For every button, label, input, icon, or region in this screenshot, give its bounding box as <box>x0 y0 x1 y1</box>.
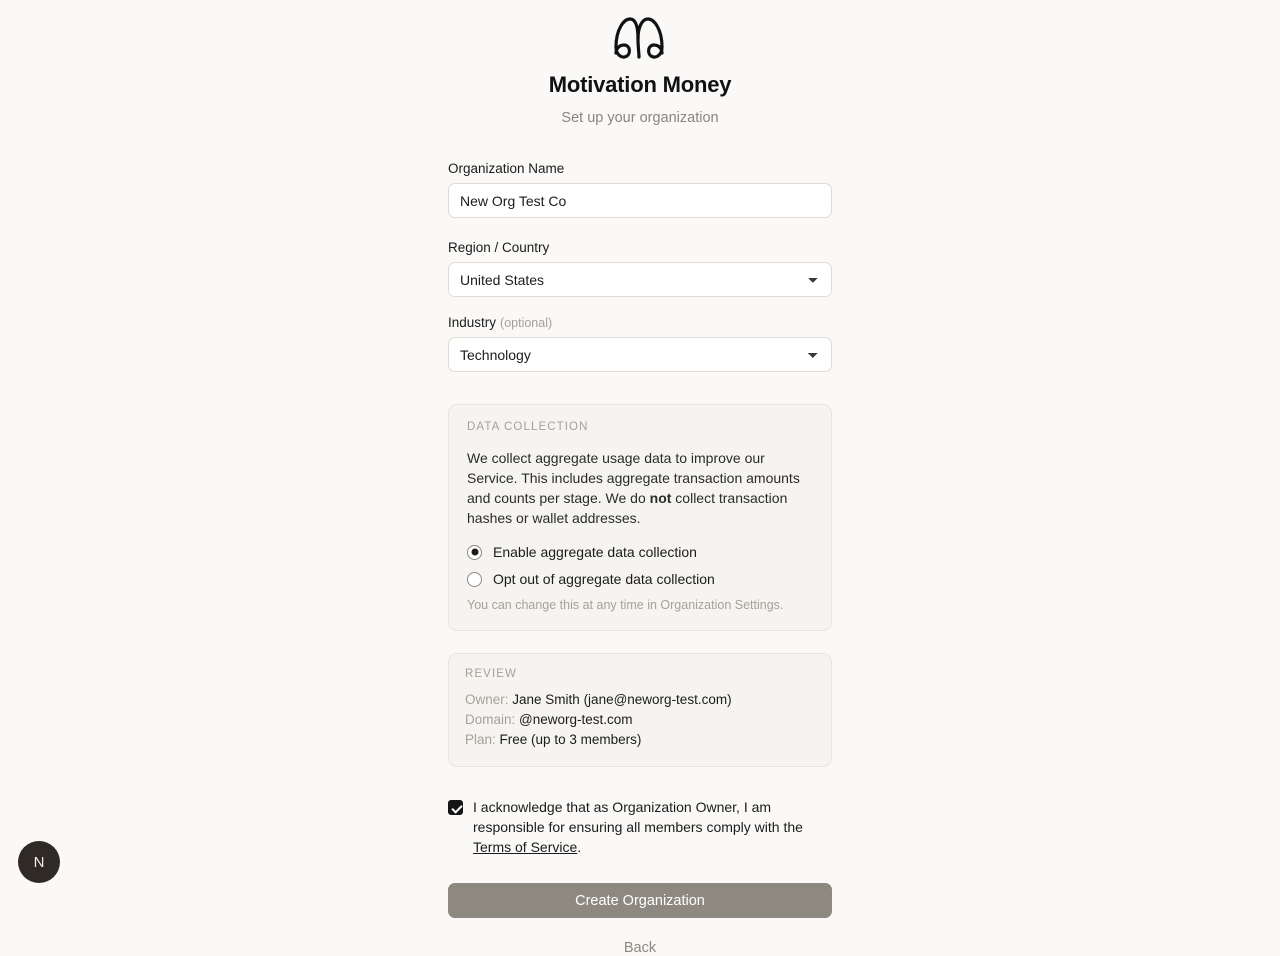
acknowledgement-checkbox[interactable] <box>448 800 463 815</box>
org-name-input[interactable] <box>448 183 832 218</box>
review-row <box>465 730 815 750</box>
org-name-label: Organization Name <box>448 161 565 176</box>
setup-form-container <box>448 0 832 956</box>
data-collection-panel <box>448 404 832 631</box>
page-title: Motivation Money <box>548 72 732 97</box>
review-row <box>465 710 815 730</box>
back-link[interactable]: Back <box>623 940 657 956</box>
data-collection-body-part2: collect transaction hashes or wallet addresses. <box>467 490 788 526</box>
radio-optout-icon[interactable] <box>467 572 482 587</box>
data-collection-body-emphasis: not <box>649 490 672 506</box>
industry-optional-tag: (optional) <box>500 316 553 330</box>
create-organization-button[interactable]: Create Organization <box>448 883 832 918</box>
data-collection-body <box>467 448 813 528</box>
radio-enable-label: Enable aggregate data collection <box>493 544 697 560</box>
page-subtitle: Set up your organization <box>561 110 719 126</box>
brand-logo <box>448 8 832 70</box>
radio-option-optout[interactable] <box>467 571 813 587</box>
review-row-key: Domain: <box>465 712 516 727</box>
review-title: REVIEW <box>465 668 517 680</box>
terms-of-service-link[interactable]: Terms of Service <box>473 839 578 855</box>
radio-option-enable[interactable] <box>467 544 813 560</box>
review-row-key: Plan: <box>465 732 496 747</box>
review-panel <box>448 653 832 767</box>
acknowledgement-text <box>473 797 823 857</box>
industry-select[interactable] <box>448 337 832 372</box>
review-row-key: Owner: <box>465 692 509 707</box>
region-label: Region / Country <box>448 240 550 255</box>
radio-enable-icon[interactable] <box>467 545 482 560</box>
avatar[interactable] <box>18 841 60 883</box>
acknowledgement-text-after: . <box>577 839 582 855</box>
data-collection-title: DATA COLLECTION <box>467 421 589 433</box>
acknowledgement-row[interactable] <box>448 797 832 857</box>
review-row <box>465 690 815 710</box>
data-collection-note: You can change this at any time in Organization Settings. <box>467 598 784 612</box>
review-row-value: Free (up to 3 members) <box>499 732 642 747</box>
industry-label-text: Industry <box>448 315 497 330</box>
review-row-value: @neworg-test.com <box>519 712 633 727</box>
radio-optout-label: Opt out of aggregate data collection <box>493 571 715 587</box>
acknowledgement-text-before: I acknowledge that as Organization Owner, I am responsible for ensuring all members comply with the <box>473 799 803 835</box>
motivation-money-logo-icon <box>604 11 676 67</box>
data-collection-body-part1: We collect aggregate usage data to improve our Service. This includes aggregate transaction amounts and counts per stage. We do <box>467 450 800 506</box>
avatar-initial: N <box>33 853 45 871</box>
industry-label <box>448 315 832 330</box>
review-row-value: Jane Smith (jane@neworg-test.com) <box>512 692 732 707</box>
region-select[interactable] <box>448 262 832 297</box>
